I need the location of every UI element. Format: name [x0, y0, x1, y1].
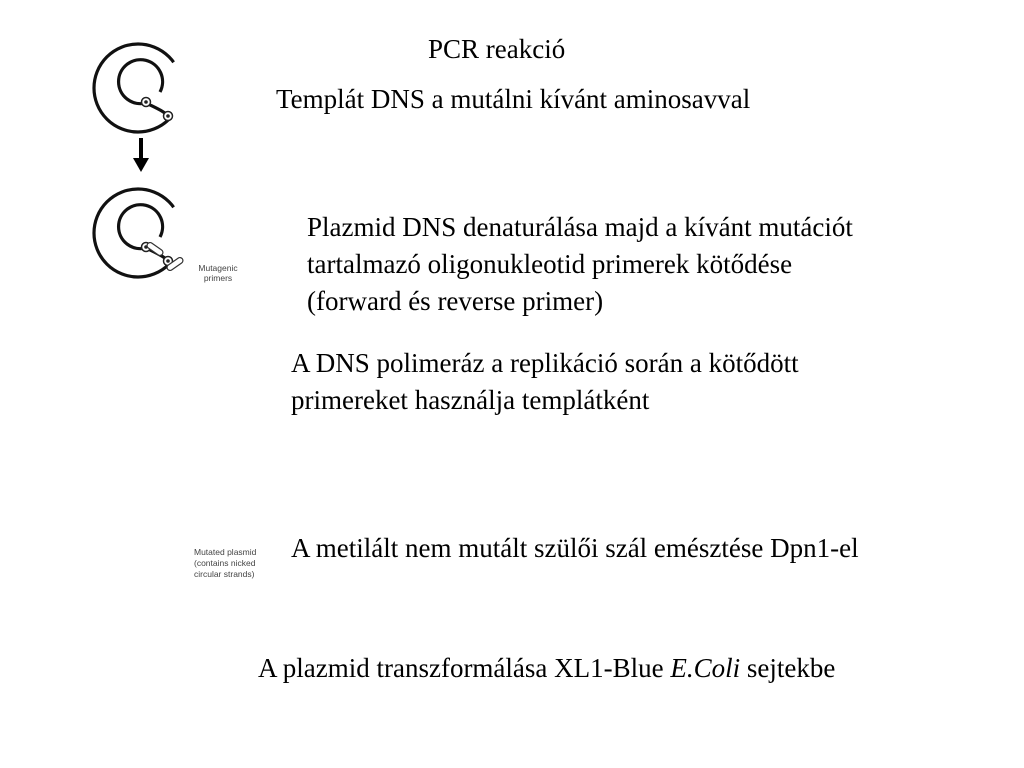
- step-5-text-end: sejtekbe: [740, 653, 836, 683]
- step-5-text-start: A plazmid transzformálása XL1-Blue: [258, 653, 671, 683]
- page-title: PCR reakció: [428, 34, 566, 64]
- template-plasmid-figure: [94, 44, 182, 132]
- step-4-text: A metilált nem mutált szülői szál emésztése Dpn1-el: [291, 533, 859, 563]
- step-1-text: Templát DNS a mutálni kívánt aminosavval: [276, 84, 751, 114]
- organism-name: E.Coli: [670, 653, 741, 683]
- mutated-plasmid-label: Mutated plasmid (contains nicked circular strands): [194, 547, 257, 579]
- step-2-text: Plazmid DNS denaturálása majd a kívánt mutációt tartalmazó oligonukleotid primerek kötődése (forward és reverse primer): [307, 212, 853, 316]
- primer-annealing-figure: [94, 189, 184, 277]
- mutagenic-primers-label: Mutagenic primers: [198, 263, 238, 283]
- step-3-text: A DNS polimeráz a replikáció során a kötődött primereket használja templátként: [291, 348, 799, 415]
- down-arrow-icon: [133, 138, 149, 172]
- step-5-text: [258, 650, 835, 687]
